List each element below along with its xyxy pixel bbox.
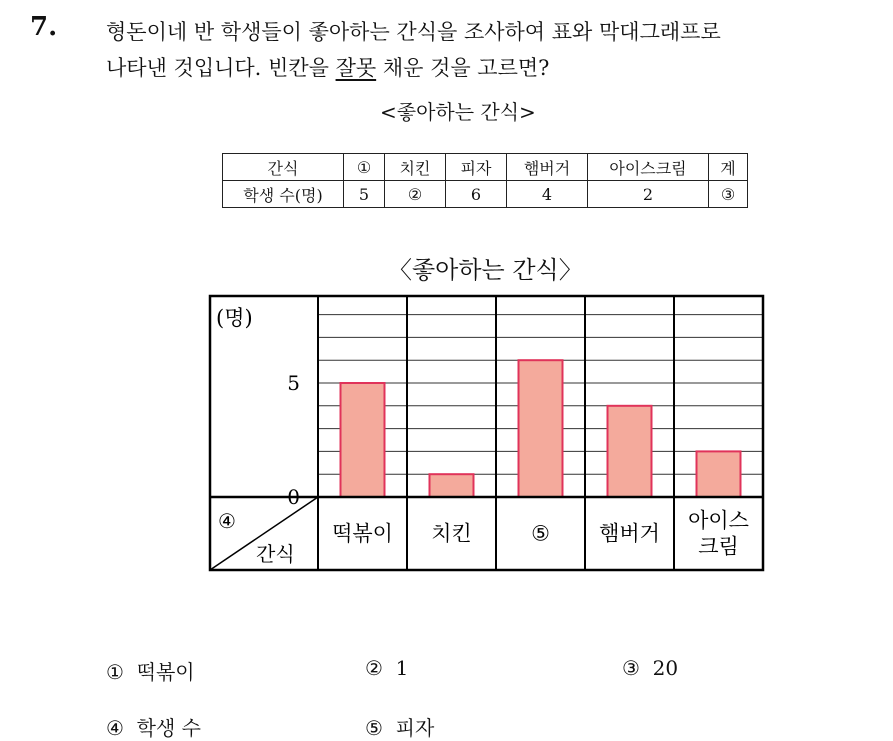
table-cell: 6: [446, 181, 507, 208]
table-cell: ③: [709, 181, 748, 208]
bar: [608, 406, 652, 497]
category-label: 치킨: [431, 521, 472, 546]
table-header-cell: ①: [344, 154, 385, 181]
choice-5[interactable]: [365, 712, 434, 741]
question-line-2-pre: 나타낸 것입니다. 빈칸을: [106, 56, 336, 80]
table-header-cell: 햄버거: [507, 154, 588, 181]
table-header-cell: 피자: [446, 154, 507, 181]
table-header-cell: 치킨: [385, 154, 446, 181]
table-header-cell: 계: [709, 154, 748, 181]
choice-4[interactable]: [106, 712, 201, 741]
unit-label: (명): [216, 306, 253, 330]
choice-number: ④: [106, 716, 124, 740]
table-header-cell: 간식: [223, 154, 344, 181]
choice-number: ⑤: [365, 716, 383, 740]
bar: [697, 451, 741, 497]
underlined-word: 잘못: [335, 56, 377, 80]
corner-label-top: ④: [218, 509, 236, 533]
bar: [341, 383, 385, 497]
table-title: <좋아하는 간식>: [380, 100, 536, 124]
question-line-2-post: 채운 것을 고르면?: [376, 56, 550, 80]
question-number: 7.: [30, 12, 58, 42]
category-label: 크림: [698, 534, 739, 559]
table-cell: 5: [344, 181, 385, 208]
category-label: ⑤: [531, 521, 550, 546]
choice-text: 20: [652, 656, 679, 680]
bar: [519, 360, 563, 497]
choice-number: ③: [622, 656, 640, 680]
y-tick-label: 0: [287, 485, 300, 509]
question-line-1: 형돈이네 반 학생들이 좋아하는 간식을 조사하여 표와 막대그래프로: [106, 20, 721, 44]
choice-text: 떡볶이: [136, 660, 195, 684]
category-label: 아이스: [688, 508, 749, 533]
y-tick-label: 5: [287, 371, 300, 395]
bar: [430, 474, 474, 497]
table-cell: 학생 수(명): [223, 181, 344, 208]
table-cell: ②: [385, 181, 446, 208]
table-cell: 2: [588, 181, 709, 208]
choice-number: ②: [365, 656, 383, 680]
table-cell: 4: [507, 181, 588, 208]
choice-text: 1: [395, 656, 409, 680]
chart-title: 〈좋아하는 간식〉: [388, 256, 583, 284]
choice-text: 피자: [395, 716, 435, 740]
category-label: 햄버거: [599, 521, 660, 546]
choice-number: ①: [106, 660, 124, 684]
choice-1[interactable]: [106, 656, 195, 685]
category-label: 떡볶이: [332, 521, 393, 546]
table-header-cell: 아이스크림: [588, 154, 709, 181]
choice-2[interactable]: [365, 656, 408, 680]
choice-text: 학생 수: [136, 716, 201, 740]
choice-3[interactable]: [622, 656, 678, 680]
corner-label-bottom: 간식: [256, 542, 295, 566]
